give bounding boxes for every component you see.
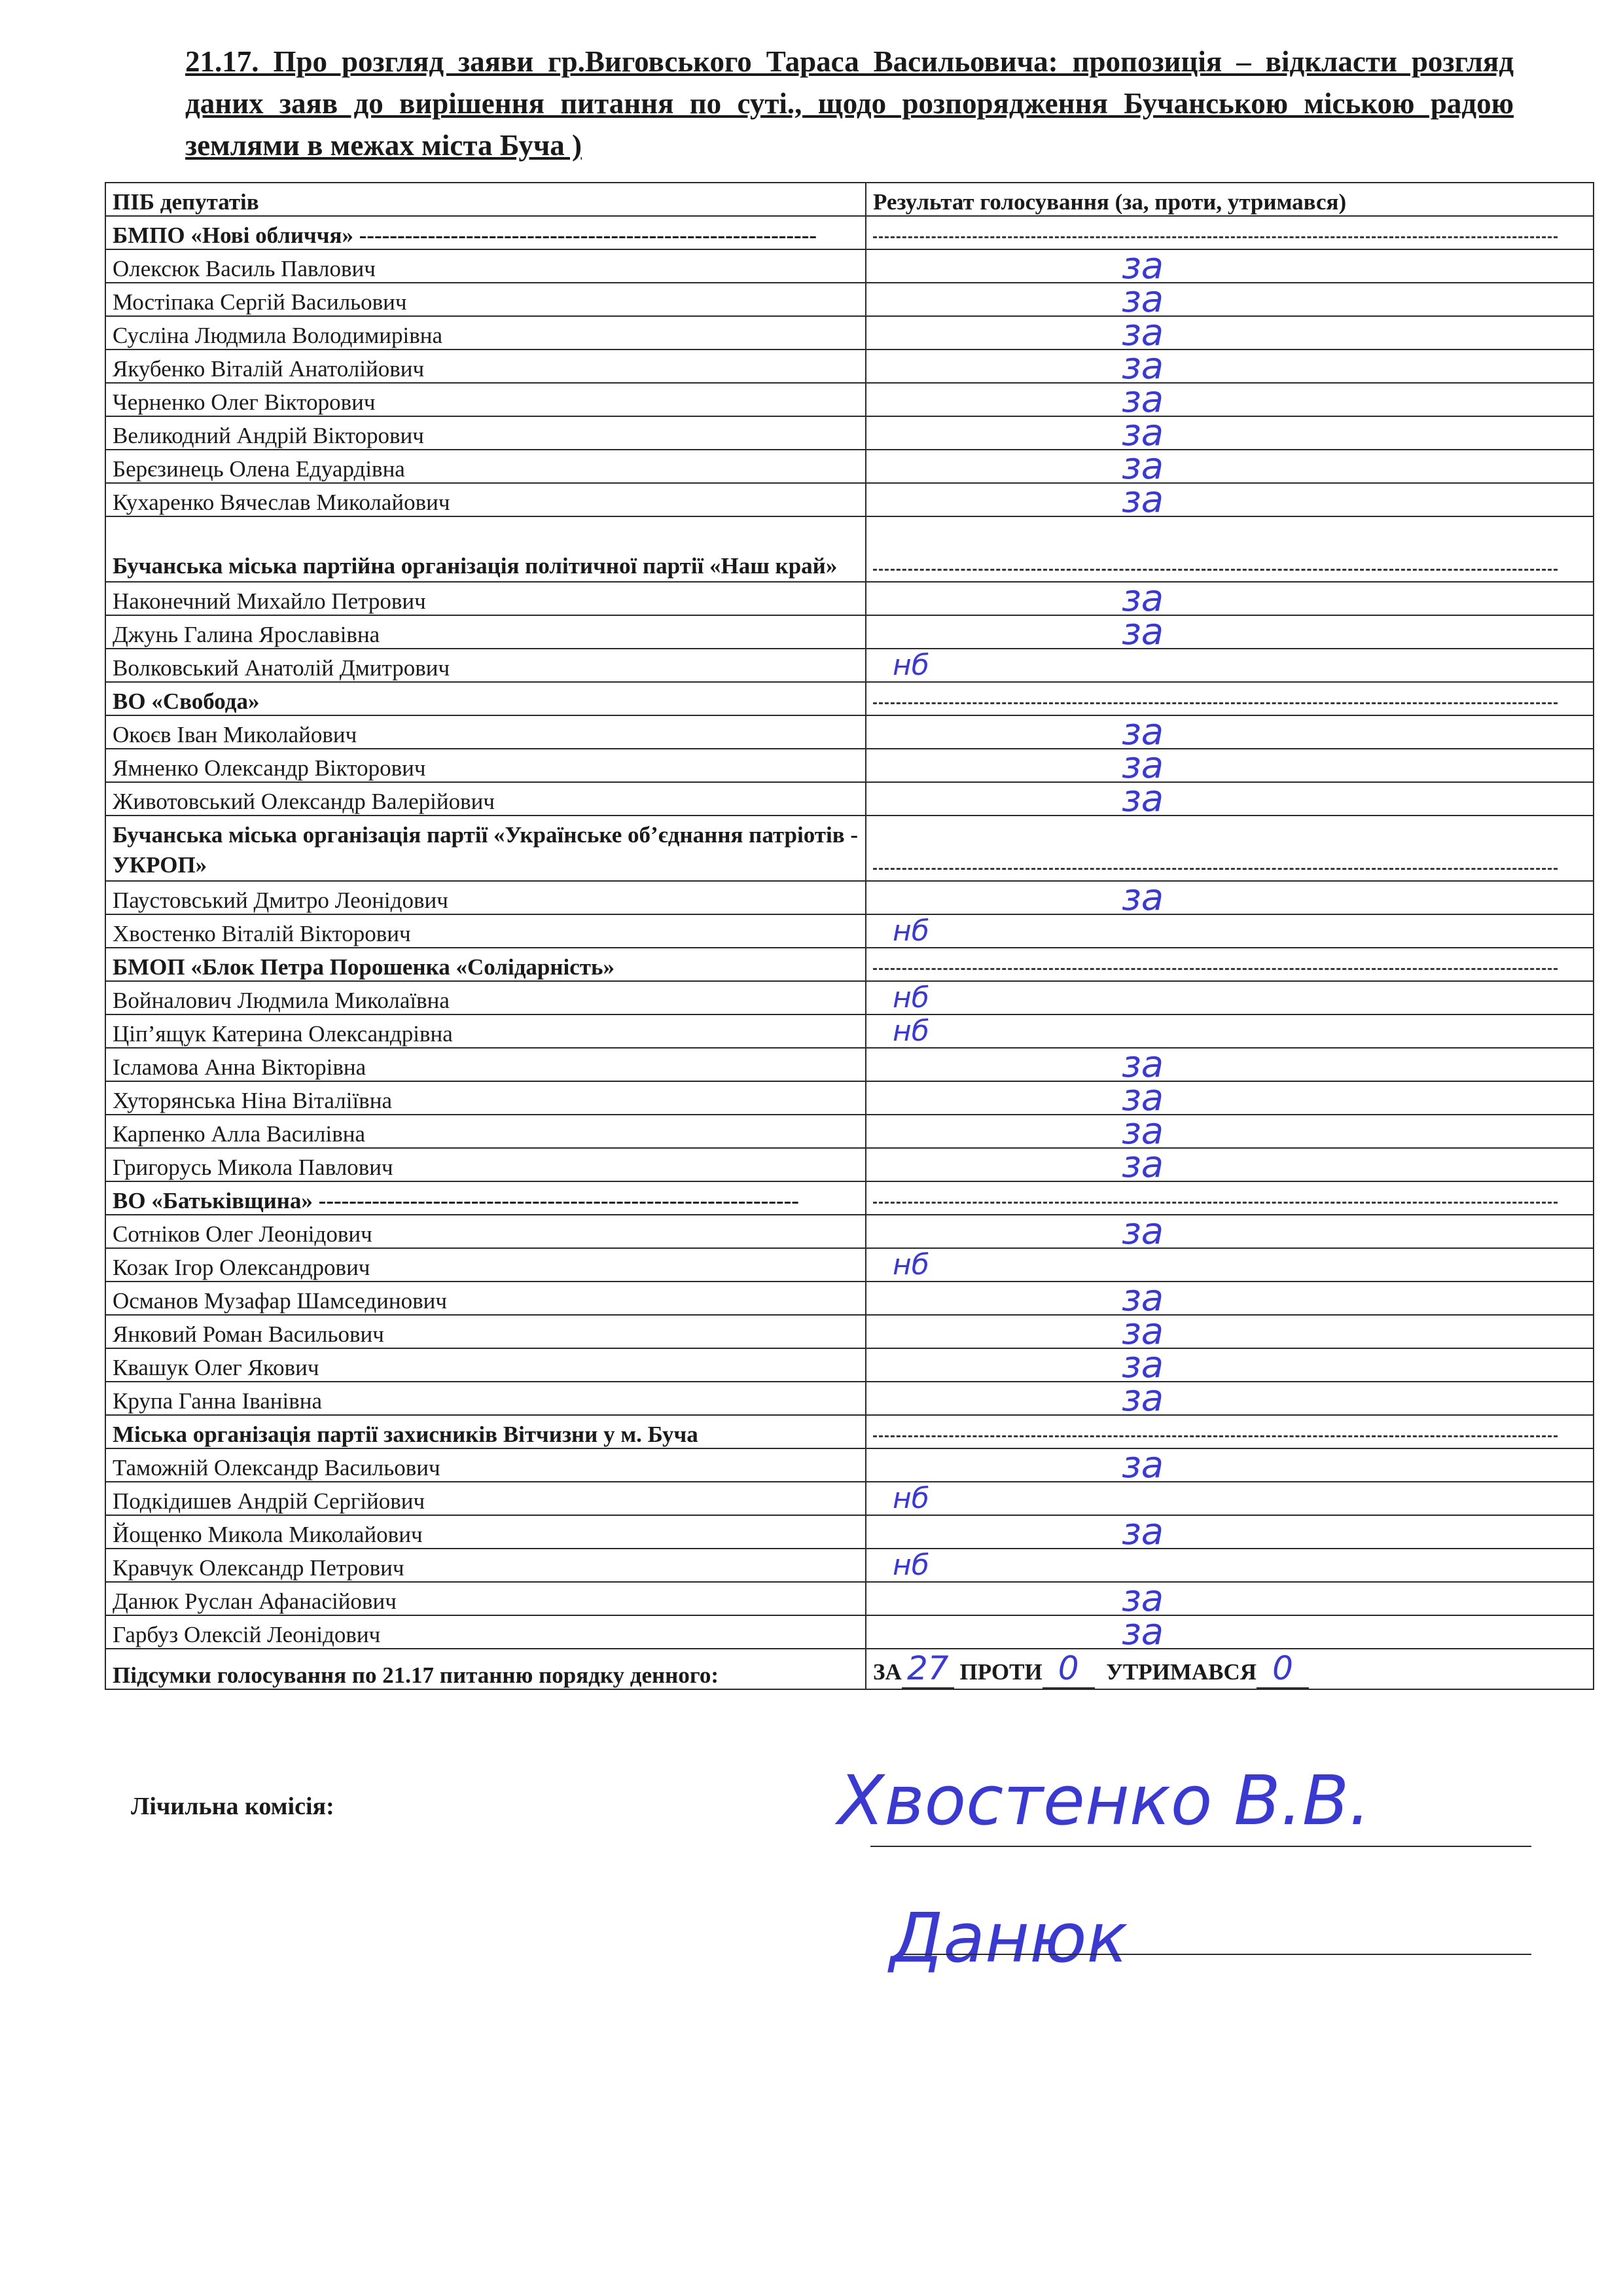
za-label: ЗА bbox=[873, 1659, 902, 1685]
deputy-row bbox=[105, 1081, 1594, 1115]
vote-result-cell bbox=[866, 1448, 1594, 1482]
deputy-name: Данюк Руслан Афанасійович bbox=[105, 1582, 866, 1615]
deputy-row bbox=[105, 450, 1594, 483]
dashed-line bbox=[873, 569, 1558, 571]
handwritten-absent-mark: нб bbox=[893, 1549, 929, 1582]
deputy-row bbox=[105, 1115, 1594, 1148]
deputy-name: Черненко Олег Вікторович bbox=[105, 383, 866, 416]
deputy-row bbox=[105, 1215, 1594, 1248]
utrymavsia-value: 0 bbox=[1257, 1649, 1309, 1689]
vote-result-cell bbox=[866, 1515, 1594, 1549]
vote-result-cell bbox=[866, 981, 1594, 1014]
handwritten-vote: за bbox=[1122, 483, 1164, 516]
deputy-row bbox=[105, 1282, 1594, 1315]
za-value: 27 bbox=[902, 1649, 954, 1689]
deputy-name: Кравчук Олександр Петрович bbox=[105, 1549, 866, 1582]
vote-result-cell bbox=[866, 615, 1594, 649]
handwritten-vote: за bbox=[1122, 1215, 1164, 1248]
vote-result-cell bbox=[866, 1181, 1594, 1215]
vote-result-cell bbox=[866, 948, 1594, 981]
deputy-row bbox=[105, 1348, 1594, 1382]
deputy-name: Животовський Олександр Валерійович bbox=[105, 782, 866, 816]
deputy-name: Ціп’ящук Катерина Олександрівна bbox=[105, 1014, 866, 1048]
deputy-name: Османов Музафар Шамсединович bbox=[105, 1282, 866, 1315]
signature-line-2 bbox=[903, 1954, 1531, 1955]
handwritten-vote: за bbox=[1122, 450, 1164, 483]
deputy-row bbox=[105, 1048, 1594, 1081]
dashed-line bbox=[873, 1202, 1558, 1204]
vote-result-cell bbox=[866, 782, 1594, 816]
faction-row bbox=[105, 682, 1594, 715]
vote-result-cell bbox=[866, 316, 1594, 350]
handwritten-vote: за bbox=[1122, 1615, 1164, 1649]
handwritten-absent-mark: нб bbox=[893, 1014, 929, 1048]
deputy-name: Йощенко Микола Миколайович bbox=[105, 1515, 866, 1549]
handwritten-absent-mark: нб bbox=[893, 1248, 929, 1282]
vote-result-cell bbox=[866, 1482, 1594, 1515]
vote-result-cell bbox=[866, 1382, 1594, 1415]
deputy-row bbox=[105, 981, 1594, 1014]
deputy-name: Крупа Ганна Іванівна bbox=[105, 1382, 866, 1415]
voting-table-body bbox=[105, 216, 1594, 1649]
utrymavsia-label: УТРИМАВСЯ bbox=[1106, 1659, 1257, 1685]
handwritten-vote: за bbox=[1122, 1448, 1164, 1482]
deputy-row bbox=[105, 749, 1594, 782]
deputy-row bbox=[105, 1482, 1594, 1515]
vote-result-cell bbox=[866, 1582, 1594, 1615]
deputy-name: Гарбуз Олексій Леонідович bbox=[105, 1615, 866, 1649]
handwritten-vote: за bbox=[1122, 715, 1164, 749]
deputy-row bbox=[105, 1315, 1594, 1348]
deputy-name: Хуторянська Ніна Віталіївна bbox=[105, 1081, 866, 1115]
vote-result-cell bbox=[866, 1148, 1594, 1181]
handwritten-vote: за bbox=[1122, 1148, 1164, 1181]
faction-name: БМПО «Нові обличчя» ------------------------------------------------------------ bbox=[105, 216, 866, 249]
deputy-name: Таможній Олександр Васильович bbox=[105, 1448, 866, 1482]
handwritten-vote: за bbox=[1122, 283, 1164, 316]
deputy-row bbox=[105, 1615, 1594, 1649]
faction-name: ВО «Батьківщина» --------------------------------------------------------------- bbox=[105, 1181, 866, 1215]
handwritten-vote: за bbox=[1122, 749, 1164, 782]
faction-row bbox=[105, 948, 1594, 981]
vote-result-cell bbox=[866, 914, 1594, 948]
vote-result-cell bbox=[866, 582, 1594, 615]
vote-result-cell bbox=[866, 383, 1594, 416]
vote-result-cell bbox=[866, 1415, 1594, 1448]
deputy-row bbox=[105, 1148, 1594, 1181]
deputy-row bbox=[105, 914, 1594, 948]
vote-result-cell bbox=[866, 649, 1594, 682]
vote-result-cell bbox=[866, 816, 1594, 881]
deputy-row bbox=[105, 416, 1594, 450]
handwritten-vote: за bbox=[1122, 615, 1164, 649]
deputy-name: Кухаренко Вячеслав Миколайович bbox=[105, 483, 866, 516]
deputy-row bbox=[105, 649, 1594, 682]
vote-result-cell bbox=[866, 350, 1594, 383]
vote-result-cell bbox=[866, 1115, 1594, 1148]
deputy-name: Джунь Галина Ярославівна bbox=[105, 615, 866, 649]
proty-value: 0 bbox=[1043, 1649, 1095, 1689]
dashed-line bbox=[873, 968, 1558, 970]
vote-result-cell bbox=[866, 682, 1594, 715]
handwritten-vote: за bbox=[1122, 1348, 1164, 1382]
deputy-name: Войналович Людмила Миколаївна bbox=[105, 981, 866, 1014]
vote-result-cell bbox=[866, 483, 1594, 516]
vote-result-cell bbox=[866, 1215, 1594, 1248]
voting-table bbox=[105, 182, 1594, 1690]
vote-result-cell bbox=[866, 516, 1594, 582]
handwritten-vote: за bbox=[1122, 1382, 1164, 1415]
handwritten-vote: за bbox=[1122, 881, 1164, 914]
deputy-name: Ісламова Анна Вікторівна bbox=[105, 1048, 866, 1081]
vote-result-cell bbox=[866, 1248, 1594, 1282]
deputy-row bbox=[105, 1515, 1594, 1549]
faction-row bbox=[105, 1415, 1594, 1448]
proty-label: ПРОТИ bbox=[959, 1659, 1043, 1685]
agenda-item-heading: 21.17. Про розгляд заяви гр.Виговського Тараса Васильовича: пропозиція – відкласти розгляд даних заяв до вирішення питання по суті., щодо розпорядження Бучанською міською радою землями в межах міста Буча ) bbox=[185, 45, 1514, 162]
deputy-row bbox=[105, 715, 1594, 749]
handwritten-absent-mark: нб bbox=[893, 914, 929, 948]
table-header-row bbox=[105, 183, 1594, 216]
vote-result-cell bbox=[866, 1348, 1594, 1382]
handwritten-vote: за bbox=[1122, 1115, 1164, 1148]
faction-row bbox=[105, 516, 1594, 582]
vote-result-cell bbox=[866, 881, 1594, 914]
handwritten-vote: за bbox=[1122, 249, 1164, 283]
deputy-name: Подкідишев Андрій Сергійович bbox=[105, 1482, 866, 1515]
vote-result-cell bbox=[866, 749, 1594, 782]
vote-result-cell bbox=[866, 1048, 1594, 1081]
handwritten-vote: за bbox=[1122, 782, 1164, 816]
faction-name: Міська організація партії захисників Вітчизни у м. Буча bbox=[105, 1415, 866, 1448]
deputy-name: Квашук Олег Якович bbox=[105, 1348, 866, 1382]
faction-row bbox=[105, 1181, 1594, 1215]
handwritten-vote: за bbox=[1122, 1582, 1164, 1615]
deputy-row bbox=[105, 881, 1594, 914]
deputy-name: Волковський Анатолій Дмитрович bbox=[105, 649, 866, 682]
signature-1: Хвостенко В.В. bbox=[838, 1761, 1371, 1840]
deputy-name: Козак Ігор Олександрович bbox=[105, 1248, 866, 1282]
deputy-row bbox=[105, 350, 1594, 383]
deputy-row bbox=[105, 1014, 1594, 1048]
vote-result-cell bbox=[866, 249, 1594, 283]
faction-name: БМОП «Блок Петра Порошенка «Солідарність» bbox=[105, 948, 866, 981]
deputy-row bbox=[105, 615, 1594, 649]
deputy-name: Сусліна Людмила Володимирівна bbox=[105, 316, 866, 350]
deputy-name: Карпенко Алла Василівна bbox=[105, 1115, 866, 1148]
deputy-name: Паустовський Дмитро Леонідович bbox=[105, 881, 866, 914]
column-header-result: Результат голосування (за, проти, утримався) bbox=[866, 183, 1594, 216]
deputy-row bbox=[105, 1549, 1594, 1582]
deputy-name: Хвостенко Віталій Вікторович bbox=[105, 914, 866, 948]
signature-line-1 bbox=[870, 1846, 1531, 1847]
vote-result-cell bbox=[866, 1081, 1594, 1115]
deputy-row bbox=[105, 1582, 1594, 1615]
deputy-row bbox=[105, 1248, 1594, 1282]
summary-label: Підсумки голосування по 21.17 питанню порядку денного: bbox=[105, 1649, 866, 1689]
deputy-name: Окоєв Іван Миколайович bbox=[105, 715, 866, 749]
handwritten-vote: за bbox=[1122, 416, 1164, 450]
handwritten-vote: за bbox=[1122, 350, 1164, 383]
dashed-line bbox=[873, 868, 1558, 870]
summary-row bbox=[105, 1649, 1594, 1689]
deputy-row bbox=[105, 582, 1594, 615]
handwritten-absent-mark: нб bbox=[893, 649, 929, 682]
deputy-name: Григорусь Микола Павлович bbox=[105, 1148, 866, 1181]
faction-row bbox=[105, 816, 1594, 881]
column-header-deputies: ПІБ депутатів bbox=[105, 183, 866, 216]
handwritten-vote: за bbox=[1122, 1315, 1164, 1348]
deputy-name: Янковий Роман Васильович bbox=[105, 1315, 866, 1348]
dashed-line bbox=[873, 236, 1558, 238]
deputy-row bbox=[105, 316, 1594, 350]
faction-name: ВО «Свобода» bbox=[105, 682, 866, 715]
vote-result-cell bbox=[866, 1282, 1594, 1315]
deputy-name: Якубенко Віталій Анатолійович bbox=[105, 350, 866, 383]
vote-result-cell bbox=[866, 1315, 1594, 1348]
deputy-row bbox=[105, 483, 1594, 516]
handwritten-vote: за bbox=[1122, 383, 1164, 416]
vote-result-cell bbox=[866, 1549, 1594, 1582]
vote-result-cell bbox=[866, 1615, 1594, 1649]
handwritten-vote: за bbox=[1122, 1048, 1164, 1081]
deputy-name: Берєзинець Олена Едуардівна bbox=[105, 450, 866, 483]
deputy-name: Великодний Андрій Вікторович bbox=[105, 416, 866, 450]
handwritten-absent-mark: нб bbox=[893, 981, 929, 1014]
summary-result bbox=[866, 1649, 1594, 1689]
dashed-line bbox=[873, 702, 1558, 704]
handwritten-absent-mark: нб bbox=[893, 1482, 929, 1515]
vote-result-cell bbox=[866, 1014, 1594, 1048]
deputy-row bbox=[105, 283, 1594, 316]
vote-result-cell bbox=[866, 416, 1594, 450]
vote-result-cell bbox=[866, 450, 1594, 483]
vote-result-cell bbox=[866, 283, 1594, 316]
counting-commission-label: Лічильна комісія: bbox=[131, 1793, 334, 1820]
faction-name: Бучанська міська організація партії «Українське об’єднання патріотів - УКРОП» bbox=[105, 816, 866, 881]
deputy-name: Мостіпака Сергій Васильович bbox=[105, 283, 866, 316]
deputy-name: Олексюк Василь Павлович bbox=[105, 249, 866, 283]
signature-2: Данюк bbox=[890, 1898, 1128, 1978]
deputy-name: Ямненко Олександр Вікторович bbox=[105, 749, 866, 782]
faction-name: Бучанська міська партійна організація політичної партії «Наш край» bbox=[105, 516, 866, 582]
deputy-name: Наконечний Михайло Петрович bbox=[105, 582, 866, 615]
faction-row bbox=[105, 216, 1594, 249]
dashed-line bbox=[873, 1435, 1558, 1437]
vote-result-cell bbox=[866, 216, 1594, 249]
handwritten-vote: за bbox=[1122, 316, 1164, 350]
deputy-name: Сотніков Олег Леонідович bbox=[105, 1215, 866, 1248]
handwritten-vote: за bbox=[1122, 582, 1164, 615]
deputy-row bbox=[105, 1448, 1594, 1482]
handwritten-vote: за bbox=[1122, 1081, 1164, 1115]
vote-result-cell bbox=[866, 715, 1594, 749]
deputy-row bbox=[105, 383, 1594, 416]
deputy-row bbox=[105, 1382, 1594, 1415]
handwritten-vote: за bbox=[1122, 1282, 1164, 1315]
deputy-row bbox=[105, 782, 1594, 816]
deputy-row bbox=[105, 249, 1594, 283]
handwritten-vote: за bbox=[1122, 1515, 1164, 1549]
